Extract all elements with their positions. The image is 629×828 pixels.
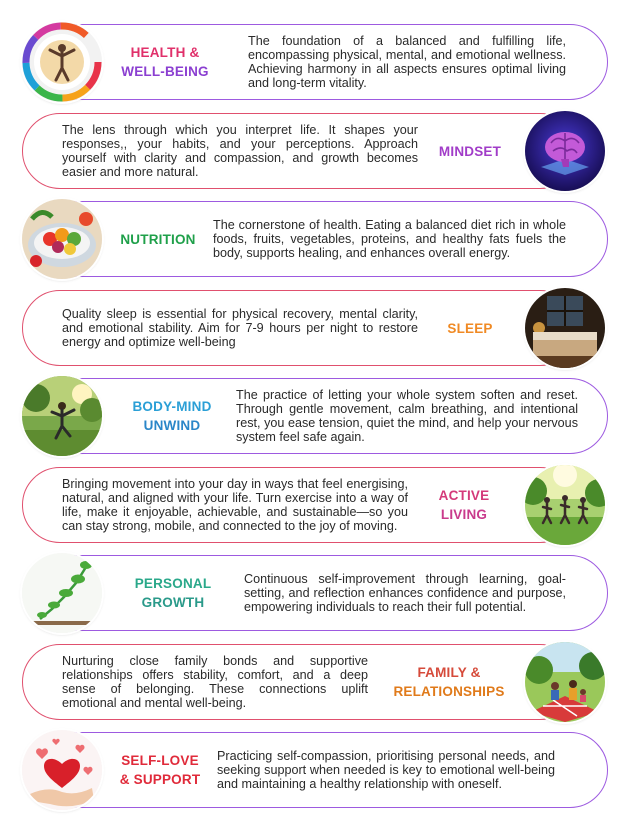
family-picnic-icon [525, 642, 605, 722]
section-title [428, 288, 512, 368]
title-line-2: RELATIONSHIPS [393, 684, 505, 699]
description-text: Nurturing close family bonds and supportive relationships offers stability, comfort, and a deep sense of belonging. These connections uplift emotional and mental well-being. [62, 654, 368, 710]
section-title [420, 465, 508, 545]
bedroom-icon [525, 288, 605, 368]
section-description [244, 553, 566, 633]
section-family-relationships [0, 642, 629, 722]
section-title [382, 642, 516, 722]
title-line-2: GROWTH [141, 595, 205, 610]
section-active-living [0, 465, 629, 545]
title-line-1: NUTRITION [120, 231, 196, 247]
healthy-food-icon [22, 199, 102, 279]
section-sleep [0, 288, 629, 368]
section-title [122, 553, 224, 633]
title-line-1: SELF-LOVE [121, 753, 199, 768]
section-title [118, 22, 212, 102]
title-line-1: PERSONAL [134, 576, 212, 591]
title-line-1: SLEEP [447, 320, 493, 336]
growing-plant-icon [22, 553, 102, 633]
description-text: Bringing movement into your day in ways that feel energising, natural, and aligned with your life. Turn exercise into a way of life, make it enjoyable, achievable, and sustainable—so you can stay strong, mobile, and connected to the joy of moving. [62, 477, 408, 533]
title-line-2: & SUPPORT [119, 772, 201, 787]
title-line-1: ACTIVE [438, 488, 490, 503]
title-line-1: HEALTH & [130, 45, 200, 60]
description-text: The lens through which you interpret life. It shapes your responses,, your habits, and your perceptions. Approach yourself with clarity and compassion, and growth becomes easier and more natural. [62, 123, 418, 179]
section-title [120, 376, 224, 456]
title-line-2: WELL-BEING [121, 64, 209, 79]
description-text: The foundation of a balanced and fulfilling life, encompassing physical, mental, and emotional wellness. Achieving harmony in all aspects ensures optimal living and long-term vitality. [248, 34, 566, 90]
section-description [236, 376, 578, 456]
tai-chi-park-icon [22, 376, 102, 456]
section-description [62, 288, 418, 368]
title-line-1: MINDSET [438, 143, 502, 159]
section-nutrition [0, 199, 629, 279]
section-description [62, 642, 368, 722]
section-title [112, 730, 208, 810]
title-line-2: LIVING [440, 507, 488, 522]
description-text: The practice of letting your whole system soften and reset. Through gentle movement, calm breathing, and intentional rest, you ease tension, quiet the mind, and help your nervous system feel safe again. [236, 388, 578, 444]
heart-in-hand-icon [22, 730, 102, 810]
description-text: Continuous self-improvement through learning, goal-setting, and reflection enhances confidence and purpose, empowering individuals to reach their full potential. [244, 572, 566, 614]
section-title [428, 111, 512, 191]
section-title [110, 199, 206, 279]
section-body-mind-unwind [0, 376, 629, 456]
title-line-1: BODY-MIND [132, 399, 212, 414]
brain-icon [525, 111, 605, 191]
title-line-2: UNWIND [143, 418, 201, 433]
description-text: The cornerstone of health. Eating a balanced diet rich in whole foods, fruits, vegetables, proteins, and healthy fats fuels the body, supports healing, and enhances overall energy. [213, 218, 566, 260]
section-mindset [0, 111, 629, 191]
title-line-1: FAMILY & [417, 665, 481, 680]
section-personal-growth [0, 553, 629, 633]
section-description [62, 465, 408, 545]
section-health-wellbeing [0, 22, 629, 102]
wellbeing-wheel-icon [22, 22, 102, 102]
section-description [248, 22, 566, 102]
section-description [217, 730, 555, 810]
section-description [62, 111, 418, 191]
description-text: Quality sleep is essential for physical recovery, mental clarity, and emotional stability. Aim for 7-9 hours per night to restore energy and optimize well-being [62, 307, 418, 349]
runners-icon [525, 465, 605, 545]
description-text: Practicing self-compassion, prioritising personal needs, and seeking support when needed is key to emotional well-being and maintaining a healthy relationship with oneself. [217, 749, 555, 791]
section-description [213, 199, 566, 279]
section-self-love-support [0, 730, 629, 810]
